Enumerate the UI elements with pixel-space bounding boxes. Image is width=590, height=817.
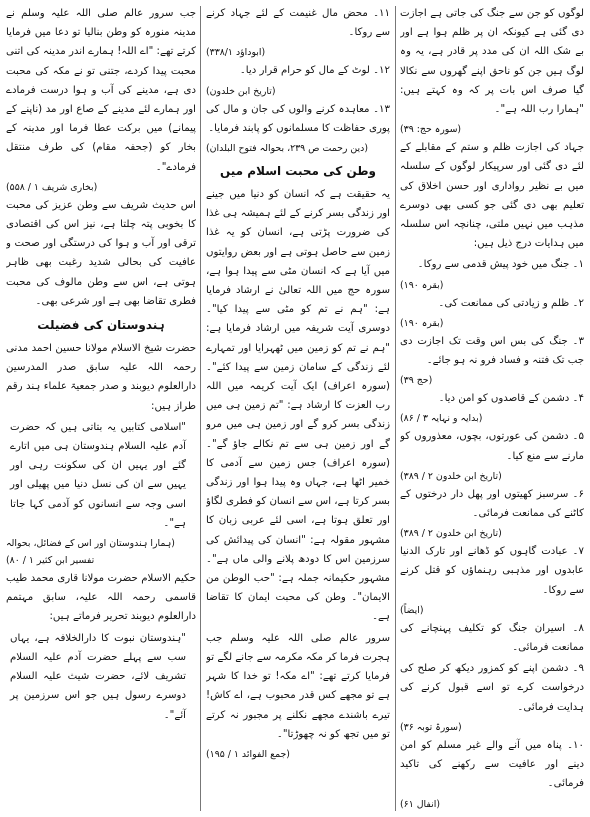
paragraph: سرور عالم صلی اللہ علیہ وسلم جب ہجرت فرما کر مکہ مکرمہ سے جانے لگے تو فرمایا کرتے تھے: "اے مکہ! تو خدا کا شہر ہے تو مجھے کس قدر محبوب ہے، اے کاش! تیرے باشندے مجھے نکلنے پر مجبور نہ کرتے تو میں تجھ کو نہ چھوڑتا"۔	[206, 632, 390, 740]
reference: (بقرہ ۱۹۰)	[400, 279, 444, 291]
reference: (حج ۳۹)	[400, 375, 433, 387]
reference: (سورہ حج: ۳۹)	[400, 124, 462, 136]
list-item: ۵۔ دشمن کی عورتوں، بچوں، معذوروں کو مارنے سے منع کیا۔	[400, 431, 584, 462]
paragraph: یہ حقیقت ہے کہ انسان کو دنیا میں جینے اور زندگی بسر کرنے کے لئے ہمیشہ ہی غذا کی ضرورت پڑتی ہے، انسان کو یہ غذا زمین سے حاصل ہوتی ہے اور بعض روایتوں میں آیا ہے کہ انسان مٹی سے پیدا ہوا ہے، سورہ حج میں اللہ تعالیٰ نے ارشاد فرمایا ہے: "ہم نے تم کو مٹی سے پیدا کیا"۔ دوسری آیت شریفہ میں ارشاد فرمایا ہے: "ہم نے تم کو زمین میں ٹھہرایا اور تمہارے لئے زندگی کے سامان زمین سے پیدا کئے"۔ (سورہ اعراف) ایک آیت کریمہ میں اللہ رب العزت کا ارشاد ہے: "تم زمین ہی میں زندگی بسر کرو گے اور زمین ہی میں مرو گے اور زمین ہی سے تم نکالے جاؤ گے"۔ (سورہ اعراف) جس زمین سے آدمی کا خمیر اٹھا ہے، جہاں وہ پیدا ہوا اور زندگی بسر کرتا ہے، اس سے انسان کو فطری لگاؤ اور تعلق ہوتا ہے، اسی لئے عربی زبان کا مشہور مقولہ ہے: "انسان کی پیدائش کی سرزمین اس کا دودھ پلانے والی ماں ہے"۔ مشہور حکیمانہ جملہ ہے: "حب الوطن من الایمان"۔ وطن کی محبت ایمان کا تقاضا ہے۔	[206, 189, 390, 623]
reference: (بقرہ ۱۹۰)	[400, 317, 444, 329]
list-item: ۶۔ سرسبز کھیتوں اور پھل دار درختوں کے کاٹنے کی ممانعت فرمائی۔	[400, 488, 584, 520]
reference: (تاریخ ابن خلدون ۲ / ۳۸۹)	[400, 528, 502, 540]
column-right	[400, 4, 584, 813]
paragraph: لوگوں کو جن سے جنگ کی جاتی ہے اجازت دی گئی ہے کیونکہ ان پر ظلم ہوا ہے اور بے شک اللہ ان کی مدد پر قادر ہے، یہ وہ لوگ ہیں جن کو ناحق اپنے گھروں سے نکالا گیا صرف اس بات پر کہ وہ کہتے ہیں: "ہمارا رب اللہ ہے"۔	[400, 8, 584, 116]
reference: (سورۃ توبہ ۳۶)	[400, 721, 462, 733]
list-item: ۹۔ دشمن اپنے کو کمزور دیکھ کر صلح کی درخواست کرے تو اسے قبول کرنے کی ہدایت فرمائی۔	[400, 663, 584, 713]
list-item: ۴۔ دشمن کے قاصدوں کو امن دیا۔	[438, 393, 584, 405]
list-item: ۷۔ عبادت گاہوں کو ڈھانے اور تارک الدنیا عابدوں اور مذہبی رہنماؤں کو قتل کرنے سے روکا۔	[400, 546, 584, 596]
reference: (تاریخ ابن خلدون ۲ / ۳۸۹)	[400, 470, 502, 482]
column-divider	[200, 6, 201, 811]
list-item: ۸۔ اسیران جنگ کو تکلیف پہنچانے کی ممانعت فرمائی۔	[400, 622, 584, 654]
section-heading: ہندوستان کی فضیلت	[37, 318, 165, 333]
paragraph: جب سرور عالم صلی اللہ علیہ وسلم نے مدینہ منورہ کو وطن بنالیا تو دعا میں فرمایا کرتے تھے: "اے اللہ! ہمارے اندر مدینہ کی اتنی محبت پیدا کردے، جتنی تو نے مکہ کی محبت دی ہے، مدینے کی آب و ہوا درست فرمادے اور ہمارے لئے مدینے کے صاع اور مد (ناپنے کے پیمانے) میں برکت عطا فرما اور مدینہ کے بخار کو (جحفہ مقام) کی طرف منتقل فرمادے"۔	[6, 8, 196, 173]
reference: (تاریخ ابن خلدون)	[206, 85, 276, 97]
reference: (ابوداؤد ۳۳۸/۱)	[206, 47, 266, 59]
paragraph: اس حدیث شریف سے وطن عزیز کی محبت کا بخوبی پتہ چلتا ہے، نیز اس کی اقتصادی ترقی اور آب و ہوا کی درستگی اور صحت و عافیت کی بحالی شدید رغبت بھی ظاہر ہوتی ہے، اس سے وطن مالوف کی محبت فطری تقاضا بھی ہے اور شرعی بھی۔	[6, 199, 196, 307]
reference: (دین رحمت ص ۲۳۹، بحوالہ فتوح البلدان)	[206, 143, 369, 155]
list-item: ۱۲۔ لوٹ کے مال کو حرام قرار دیا۔	[239, 65, 390, 77]
list-item: ۱۔ جنگ میں خود پیش قدمی سے روکا۔	[417, 259, 584, 271]
paragraph: حضرت شیخ الاسلام مولانا حسین احمد مدنی رحمہ اللہ علیہ سابق صدر المدرسین دارالعلوم دیوبند و صدر جمعیۃ علماء ہند رقم طراز ہیں:	[6, 343, 196, 412]
list-item: ۱۰۔ پناہ میں آنے والے غیر مسلم کو امن دینے اور عافیت سے رکھنے کی تاکید فرمائی۔	[400, 739, 584, 790]
list-item: ۱۳۔ معاہدہ کرنے والوں کی جان و مال کی پوری حفاظت کا مسلمانوں کو پابند فرمایا۔	[206, 103, 390, 134]
reference: (انفال ۶۱)	[400, 798, 441, 810]
column-left	[6, 4, 196, 813]
list-item: ۱۱۔ محض مال غنیمت کے لئے جہاد کرنے سے روکا۔	[206, 8, 390, 39]
reference: (جمع الفوائد ۱ / ۱۹۵)	[206, 748, 290, 760]
reference: (ہمارا ہندوستان اور اس کے فضائل، بحوالہ تفسیر ابن کثیر ۱ / ۸۰)	[6, 538, 175, 567]
reference: (ایضاً)	[400, 604, 424, 616]
list-item: ۲۔ ظلم و زیادتی کی ممانعت کی۔	[438, 297, 584, 309]
rules-list	[400, 255, 584, 812]
column-middle	[206, 4, 390, 813]
block-quote: "ہندوستان نبوت کا دارالخلافہ ہے، یہاں سب سے پہلے حضرت آدم علیہ السلام تشریف لائے، حضرت شیث علیہ السلام دوسرے رسول ہیں جو اس سرزمین پر آئے"۔	[10, 632, 186, 721]
list-item: ۳۔ جنگ کی بس اس وقت تک اجازت دی جب تک فتنہ و فساد فرو نہ ہو جائے۔	[400, 335, 584, 367]
reference: (بخاری شریف ۱ / ۵۵۸)	[6, 181, 98, 193]
section-heading: وطن کی محبت اسلام میں	[219, 164, 377, 179]
reference: (بدایہ و نہایہ ۳ / ۸۶)	[400, 413, 483, 425]
paragraph: جہاد کی اجازت ظلم و ستم کے مقابلے کے لئے دی گئی اور سرپیکار لوگوں کے سلسلہ میں بے نظیر رواداری اور حسن اخلاق کی تعلیم بھی دی گئی جو کسی بھی دوسرے مذہب میں نہیں ملتی، چنانچہ اس سلسلہ میں ہدایات درج ذیل ہیں:	[400, 142, 584, 250]
column-divider	[395, 6, 396, 811]
paragraph: حکیم الاسلام حضرت مولانا قاری محمد طیب قاسمی رحمہ اللہ علیہ، سابق مہتمم دارالعلوم دیوبند تحریر فرماتے ہیں:	[6, 573, 196, 623]
block-quote: "اسلامی کتابیں یہ بتاتی ہیں کہ حضرت آدم علیہ السلام ہندوستان ہی میں اتارے گئے اور یہیں ان کی سکونت رہی اور یہیں سے ان کی نسل دنیا میں پھیلی اور اسی وجہ سے انسانوں کو آدمی کہا جاتا ہے"۔	[10, 421, 186, 529]
